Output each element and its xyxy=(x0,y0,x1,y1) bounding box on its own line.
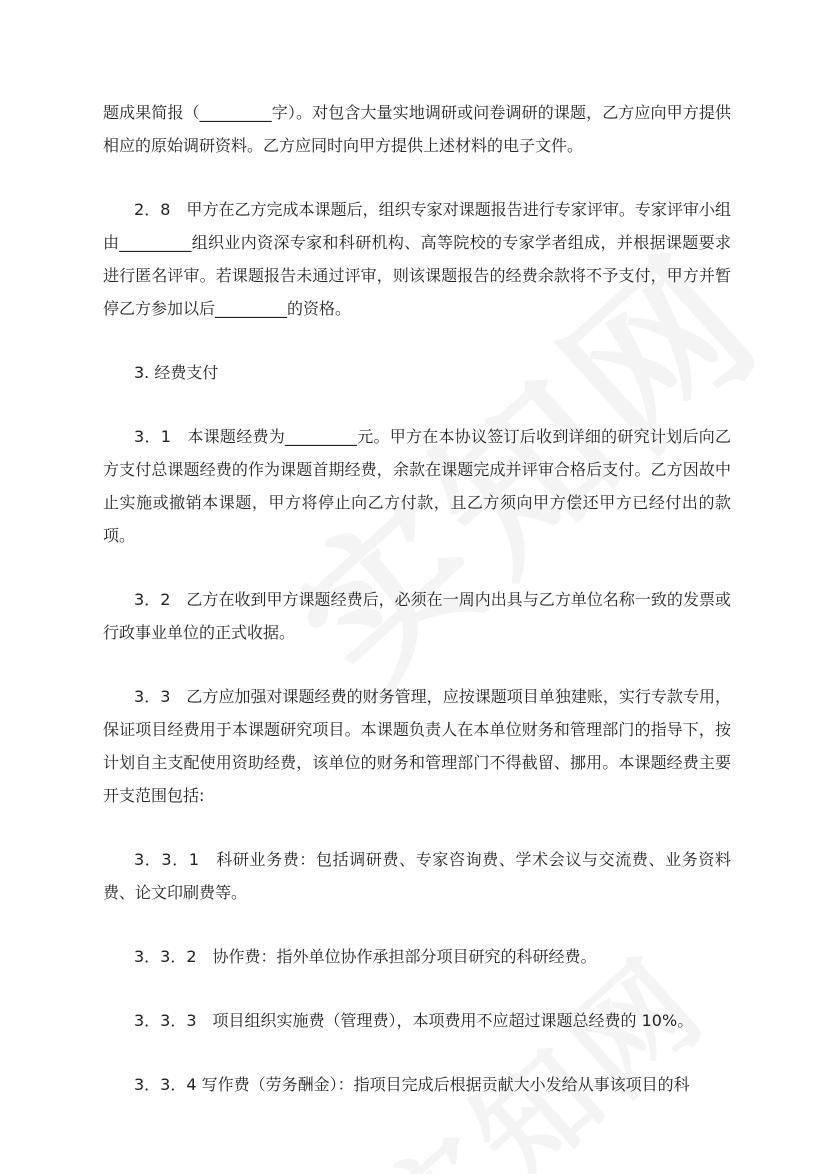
clause-3-3-3: 3．3．3 项目组织实施费（管理费），本项费用不应超过课题总经费的 10%。 xyxy=(134,1011,694,1030)
clause-3-3-1: 3．3．1 科研业务费：包括调研费、专家咨询费、学术会议与交流费、业务资料费、论文印刷费等。 xyxy=(103,850,731,902)
clause-2-8: 2．8 甲方在乙方完成本课题后，组织专家对课题报告进行专家评审。专家评审小组由_________组织业内资深专家和科研机构、高等院校的专家学者组成，并根据课题要求进行匿名评审。若课题报告未通过评审，则该课题报告的经费余款将不予支付，甲方并暂停乙方参加以后_________的资格。 xyxy=(103,200,731,318)
section-heading-3: 3. 经费支付 xyxy=(134,363,219,382)
paragraph-continuation: 题成果简报（_________字）。对包含大量实地调研或问卷调研的课题，乙方应向甲方提供相应的原始调研资料。乙方应同时向甲方提供上述材料的电子文件。 xyxy=(103,103,731,155)
document-body xyxy=(103,96,731,1101)
clause-3-3: 3．3 乙方应加强对课题经费的财务管理，应按课题项目单独建账，实行专款专用，保证项目经费用于本课题研究项目。本课题负责人在本单位财务和管理部门的指导下，按计划自主支配使用资助经费，该单位的财务和管理部门不得截留、挪用。本课题经费主要开支范围包括: xyxy=(103,687,731,805)
clause-3-2: 3．2 乙方在收到甲方课题经费后，必须在一周内出具与乙方单位名称一致的发票或行政事业单位的正式收据。 xyxy=(103,590,731,642)
clause-3-3-2: 3．3．2 协作费：指外单位协作承担部分项目研究的科研经费。 xyxy=(134,947,597,966)
clause-3-3-4: 3．3．4 写作费（劳务酬金）：指项目完成后根据贡献大小发给从事该项目的科 xyxy=(134,1075,690,1094)
clause-3-1: 3．1 本课题经费为_________元。甲方在本协议签订后收到详细的研究计划后向乙方支付总课题经费的作为课题首期经费，余款在课题完成并评审合格后支付。乙方因故中止实施或撤销本课题，甲方将停止向乙方付款，且乙方须向甲方偿还甲方已经付出的款项。 xyxy=(103,427,731,545)
